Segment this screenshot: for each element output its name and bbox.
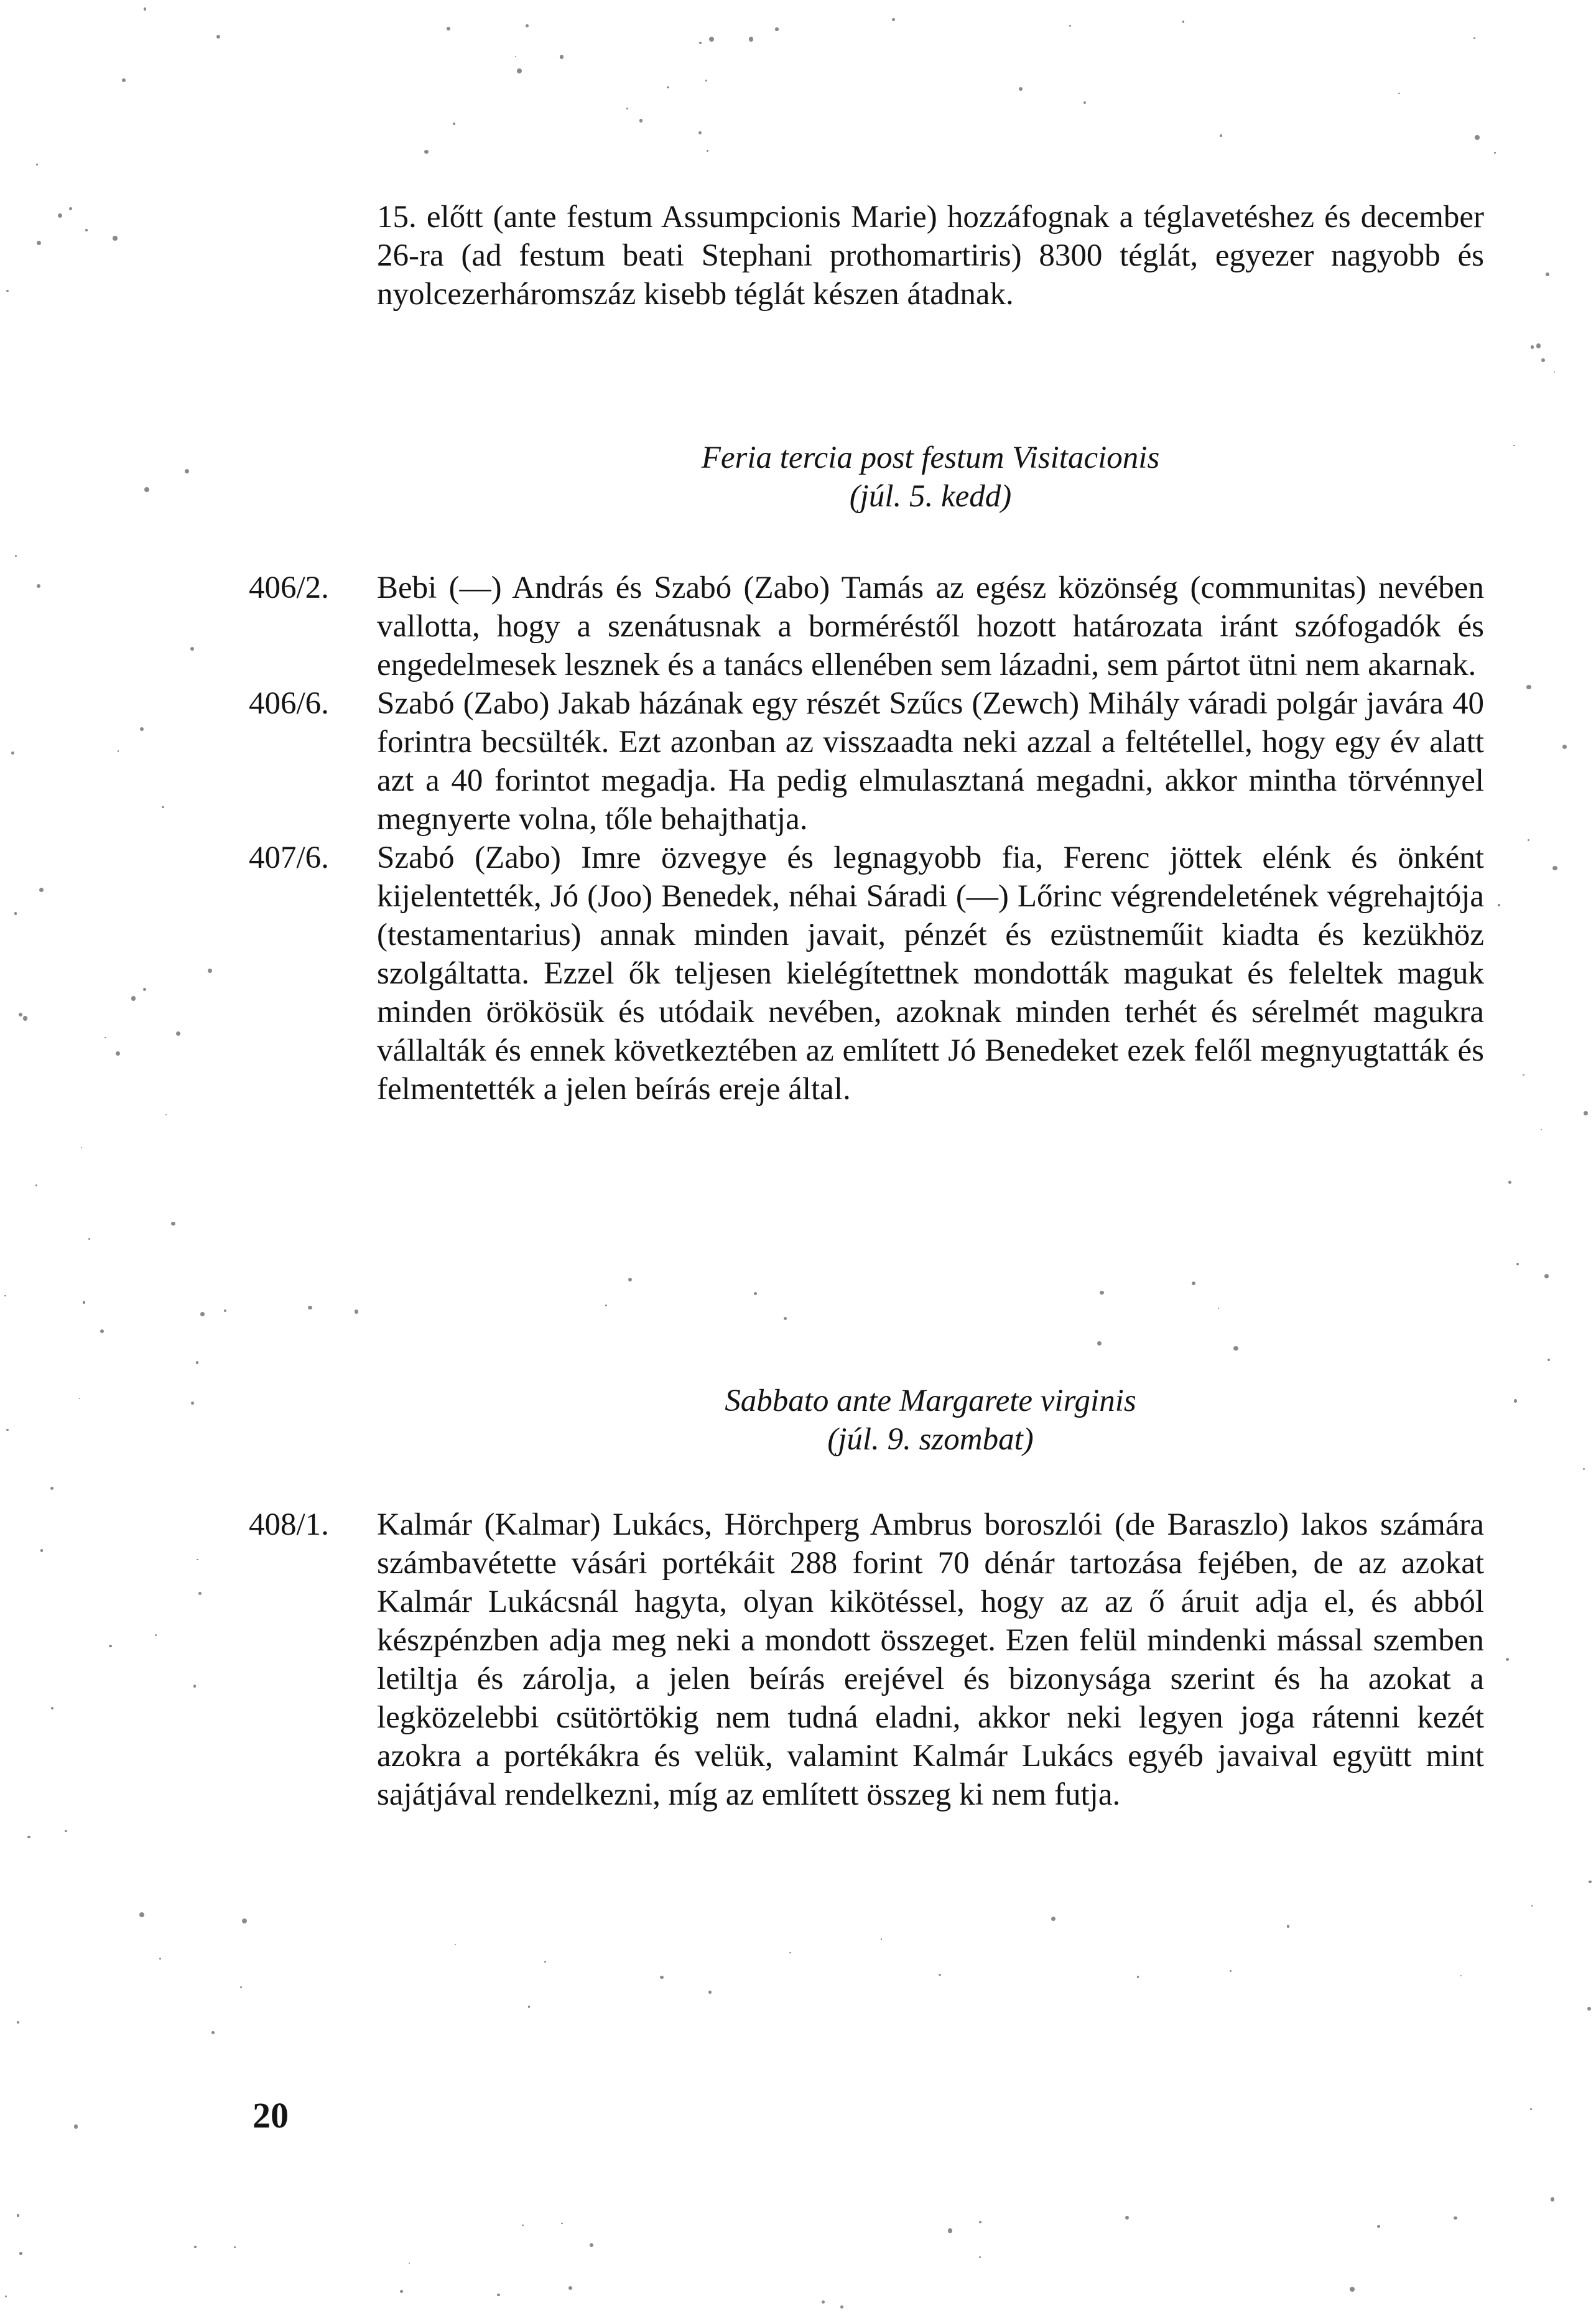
- scan-speckle: [196, 1361, 199, 1364]
- scan-speckle: [242, 1918, 247, 1923]
- scan-speckle: [1531, 345, 1534, 349]
- scan-speckle: [1587, 2007, 1591, 2011]
- scan-speckle: [23, 1016, 27, 1020]
- scan-speckle: [1551, 2197, 1554, 2201]
- scan-speckle: [240, 1986, 242, 1988]
- scan-speckle: [709, 37, 714, 42]
- scan-speckle: [81, 1147, 82, 1148]
- scan-speckle: [1192, 1281, 1195, 1285]
- scan-speckle: [15, 555, 16, 556]
- scan-speckle: [1069, 25, 1071, 27]
- scan-speckle: [708, 1991, 711, 1993]
- scan-speckle: [1531, 1905, 1533, 1907]
- entry-408-1: [249, 1505, 1484, 1814]
- entry-407-6: [249, 839, 1484, 1109]
- scan-speckle: [522, 2225, 524, 2226]
- scan-speckle: [19, 2252, 22, 2255]
- scan-speckle: [355, 1309, 358, 1313]
- section-heading-latin: Sabbato ante Margarete virginis: [725, 1384, 1136, 1418]
- scan-speckle: [159, 1958, 161, 1960]
- scan-speckle: [116, 1051, 120, 1056]
- scan-speckle: [1530, 2108, 1532, 2110]
- scan-speckle: [775, 27, 778, 30]
- scan-speckle: [892, 18, 895, 21]
- scan-speckle: [27, 1836, 30, 1839]
- scan-speckle: [1552, 866, 1557, 871]
- scan-speckle: [1233, 1346, 1238, 1351]
- scan-speckle: [784, 1317, 787, 1320]
- scan-speckle: [35, 1184, 37, 1186]
- scan-speckle: [1541, 1129, 1542, 1130]
- scan-speckle: [6, 290, 9, 292]
- scan-speckle: [605, 1304, 607, 1306]
- scan-speckle: [17, 2214, 20, 2217]
- scan-speckle: [1125, 2216, 1129, 2220]
- scan-speckle: [1287, 1925, 1289, 1927]
- scan-speckle: [144, 7, 147, 11]
- scan-speckle: [1083, 101, 1086, 104]
- entry-406-2: [249, 569, 1484, 684]
- scan-speckle: [51, 1707, 53, 1709]
- scan-speckle: [216, 35, 220, 39]
- scan-speckle: [122, 78, 126, 82]
- scan-speckle: [1498, 904, 1500, 906]
- scan-speckle: [455, 1944, 456, 1945]
- intro-paragraph: 15. előtt (ante festum Assumpcionis Marie) hozzáfognak a téglavetéshez és december 26-ra (ad festum beati Stephani prothomartiris) 8300 téglát, egyezer nagyobb és nyolcezerháromszáz kisebb téglát készen átadnak.: [377, 200, 1484, 312]
- scan-speckle: [1137, 1976, 1139, 1978]
- scan-speckle: [1584, 1111, 1588, 1115]
- scan-speckle: [705, 80, 707, 81]
- scan-speckle: [1454, 2216, 1457, 2220]
- section-heading-date: (júl. 5. kedd): [849, 479, 1012, 514]
- scan-speckle: [400, 2290, 403, 2293]
- scan-speckle: [626, 108, 628, 109]
- scan-speckle: [707, 150, 708, 152]
- scan-speckle: [568, 2286, 572, 2290]
- scan-speckle: [83, 1301, 86, 1304]
- entry-list-2: [249, 1505, 1484, 1814]
- scan-speckle: [639, 119, 643, 123]
- scan-speckle: [191, 1402, 194, 1405]
- scan-speckle: [1528, 839, 1530, 842]
- scan-speckle: [37, 584, 40, 588]
- scan-speckle: [1554, 371, 1555, 373]
- scan-speckle: [698, 131, 702, 134]
- scan-speckle: [4, 1295, 6, 1296]
- scan-speckle: [109, 1645, 111, 1647]
- scan-speckle: [1019, 87, 1023, 91]
- section-heading-latin: Feria tercia post festum Visitacionis: [701, 440, 1160, 475]
- scan-speckle: [17, 2021, 19, 2024]
- scan-speckle: [155, 1634, 157, 1636]
- section-heading-date: (júl. 9. szombat): [827, 1422, 1034, 1457]
- scan-speckle: [517, 68, 522, 73]
- entry-number: 406/6.: [249, 686, 329, 721]
- scan-speckle: [162, 806, 164, 808]
- scan-speckle: [88, 1238, 91, 1240]
- scan-speckle: [1536, 343, 1541, 348]
- scan-speckle: [50, 1487, 53, 1490]
- scan-speckle: [36, 164, 38, 165]
- scan-speckle: [1526, 685, 1531, 689]
- scan-speckle: [234, 2246, 236, 2248]
- scan-speckle: [749, 37, 753, 41]
- scan-speckle: [1506, 1658, 1510, 1662]
- section-heading-2: [377, 1382, 1484, 1459]
- scan-speckle: [1051, 1917, 1055, 1921]
- scan-speckle: [1350, 2287, 1355, 2292]
- scan-speckle: [5, 2295, 7, 2297]
- scan-speckle: [194, 2246, 196, 2248]
- scan-speckle: [1583, 1468, 1585, 1470]
- scan-speckle: [1473, 37, 1475, 39]
- scan-speckle: [1516, 1263, 1519, 1265]
- scan-speckle: [1100, 1291, 1104, 1295]
- scan-speckle: [140, 727, 144, 731]
- entry-number: 408/1.: [249, 1507, 329, 1542]
- scan-speckle: [176, 1031, 181, 1036]
- entry-list-1: [249, 569, 1484, 1109]
- scan-speckle: [840, 2305, 843, 2309]
- scan-speckle: [424, 150, 428, 154]
- scan-speckle: [560, 55, 564, 59]
- page-number: 20: [253, 2095, 289, 2136]
- scan-speckle: [1218, 1308, 1219, 1309]
- section-heading-1: [377, 439, 1484, 516]
- entry-text: Szabó (Zabo) Imre özvegye és legnagyobb fia, Ferenc jöttek elénk és önként kijelentették, Jó (Joo) Benedek, néhai Sáradi (—) Lőrinc végrendeletének végrehajtója (testamentarius) annak minden javait, pénzét és ezüstneműit kiadta és kezükhöz szolgáltatta. Ezzel ők teljesen kielégítettnek mondották magukat és feleltek maguk minden örökösük és utódaik nevében, azoknak minden terhét és sérelmét magukra vállalták és ennek következtében az említett Jó Benedeket ezek felől megnyugtatták és felmentették a jelen beírás ereje által.: [377, 840, 1484, 1107]
- scan-speckle: [11, 751, 14, 755]
- scan-speckle: [1097, 1341, 1102, 1346]
- scan-speckle: [118, 750, 119, 751]
- scan-speckle: [1220, 134, 1222, 137]
- scan-speckle: [667, 86, 669, 88]
- scan-speckle: [881, 1938, 883, 1940]
- scan-speckle: [1589, 1881, 1591, 1883]
- scan-speckle: [1494, 152, 1495, 153]
- scan-speckle: [104, 1037, 106, 1039]
- scan-speckle: [85, 229, 87, 231]
- scan-speckle: [409, 2263, 410, 2264]
- scan-speckle: [822, 2300, 825, 2304]
- scan-speckle: [139, 1912, 144, 1917]
- scan-speckle: [699, 42, 702, 45]
- scan-speckle: [453, 123, 455, 125]
- scan-speckle: [1377, 2225, 1380, 2228]
- scan-speckle: [171, 1222, 175, 1226]
- scan-speckle: [1513, 445, 1515, 447]
- scan-speckle: [979, 2256, 981, 2259]
- scan-speckle: [1544, 1274, 1548, 1278]
- scan-speckle: [144, 487, 149, 492]
- scan-speckle: [65, 1830, 67, 1832]
- scan-speckle: [660, 1976, 664, 1979]
- scan-speckle: [979, 2221, 981, 2223]
- scan-speckle: [74, 2124, 78, 2128]
- scan-speckle: [79, 1398, 80, 1399]
- scan-speckle: [224, 1309, 226, 1312]
- scan-speckle: [1546, 272, 1549, 276]
- scan-speckle: [1541, 358, 1545, 362]
- scan-speckle: [948, 2228, 953, 2233]
- scan-speckle: [1523, 1074, 1524, 1076]
- scan-speckle: [308, 1306, 312, 1310]
- scan-speckle: [58, 213, 62, 218]
- scan-speckle: [628, 1278, 632, 1281]
- scan-speckle: [113, 236, 118, 241]
- scan-speckle: [754, 1292, 757, 1295]
- scan-speckle: [100, 1329, 104, 1333]
- scan-speckle: [526, 24, 529, 27]
- scan-speckle: [6, 1429, 9, 1431]
- scan-speckle: [528, 2006, 530, 2007]
- scan-speckle: [789, 1952, 791, 1954]
- scan-speckle: [14, 912, 17, 915]
- scan-speckle: [197, 1559, 198, 1561]
- scan-speckle: [208, 969, 212, 973]
- scan-speckle: [1547, 1359, 1550, 1361]
- scan-speckle: [143, 988, 146, 991]
- scan-speckle: [939, 1974, 940, 1976]
- scan-speckle: [1562, 745, 1567, 749]
- scan-speckle: [497, 2294, 499, 2296]
- scan-speckle: [447, 27, 450, 30]
- scan-speckle: [1475, 135, 1480, 140]
- entry-text: Bebi (—) András és Szabó (Zabo) Tamás az egész közönség (communitas) nevében vallotta, hogy a szenátusnak a borméréstől hozott határozata iránt szófogadók és engedelmesek lesznek és a tanács ellenében sem lázadni, sem pártot ütni nem akarnak.: [377, 570, 1484, 682]
- scan-speckle: [515, 56, 516, 57]
- scan-speckle: [561, 2223, 563, 2225]
- entry-number: 406/2.: [249, 570, 329, 605]
- scan-speckle: [1182, 21, 1184, 22]
- scan-speckle: [190, 647, 194, 651]
- scan-speckle: [165, 1114, 167, 1115]
- scan-speckle: [69, 207, 72, 210]
- scan-speckle: [131, 996, 136, 1000]
- scan-speckle: [193, 1685, 197, 1688]
- scan-speckle: [200, 1312, 205, 1316]
- scan-speckle: [1398, 93, 1399, 94]
- scan-speckle: [198, 1592, 202, 1595]
- scan-speckle: [37, 241, 41, 245]
- scan-speckle: [544, 1961, 546, 1963]
- entry-406-6: [249, 684, 1484, 839]
- scan-speckle: [1508, 1181, 1511, 1184]
- scan-speckle: [39, 888, 44, 892]
- entry-text: Szabó (Zabo) Jakab házának egy részét Szűcs (Zewch) Mihály váradi polgár javára 40 forintra becsülték. Ezt azonban az visszaadta neki azzal a feltétellel, hogy egy év alatt azt a 40 forintot megadja. Ha pedig elmulasztaná megadni, akkor mintha törvénnyel megnyerte volna, tőle behajthatja.: [377, 686, 1484, 837]
- scan-speckle: [1230, 1970, 1232, 1972]
- entry-number: 407/6.: [249, 840, 329, 875]
- scan-speckle: [185, 469, 189, 473]
- entry-text: Kalmár (Kalmar) Lukács, Hörchperg Ambrus boroszlói (de Baraszlo) lakos számára számbavétette vásári portékáit 288 forint 70 dénár tartozása fejében, de az azokat Kalmár Lukácsnál hagyta, olyan kikötéssel, hogy az az ő áruit adja el, és abból készpénzben adja meg neki a mondott összeget. Ezen felül mindenki mással szemben letiltja és zárolja, a jelen beírás erejével és bizonysága szerint és ha azokat a legközelebbi csütörtökig nem tudná eladni, akkor neki legyen joga rátenni kezét azokra a portékákra és velük, valamint Kalmár Lukács egyéb javaival együtt mint sajátjával rendelkezni, míg az említett összeg ki nem futja.: [377, 1507, 1484, 1812]
- scan-speckle: [211, 2031, 215, 2034]
- scan-speckle: [19, 1013, 22, 1016]
- scan-speckle: [1514, 1399, 1517, 1402]
- scan-speckle: [590, 2243, 593, 2247]
- scan-speckle: [40, 1549, 43, 1551]
- scan-speckle: [1460, 1975, 1462, 1976]
